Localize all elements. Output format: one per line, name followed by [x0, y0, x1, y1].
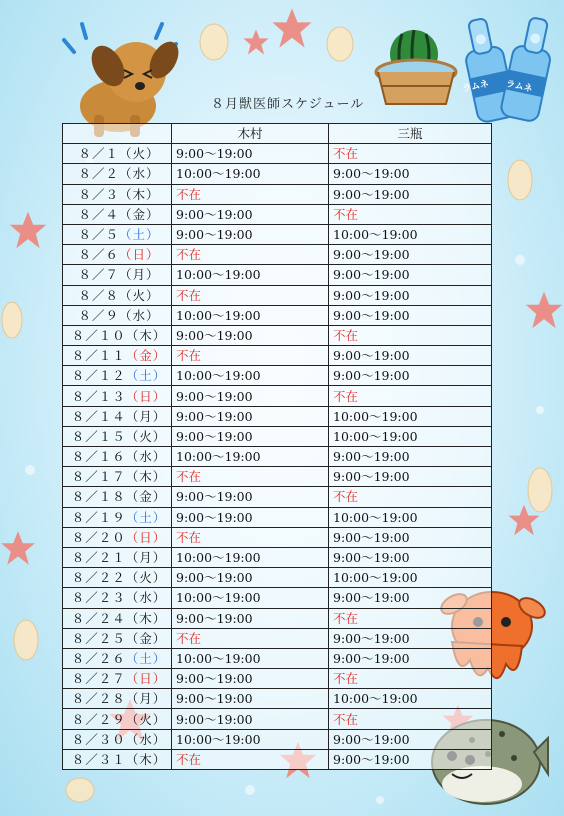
- table-row: [63, 426, 492, 446]
- table-row: [63, 406, 492, 426]
- day-of-week: （水）: [125, 449, 167, 465]
- table-row: [63, 547, 492, 567]
- sanpei-hours: 9:00～19:00: [329, 366, 492, 386]
- date-cell: [63, 729, 172, 749]
- day-of-week: （金）: [125, 489, 167, 505]
- kimura-hours: 10:00～19:00: [172, 729, 329, 749]
- table-row: [63, 366, 492, 386]
- date-text: ８／２７: [71, 671, 126, 687]
- kimura-hours: 10:00～19:00: [172, 648, 329, 668]
- day-of-week: （月）: [119, 267, 160, 283]
- date-cell: [63, 527, 172, 547]
- sanpei-hours: 9:00～19:00: [329, 467, 492, 487]
- date-cell: [63, 265, 172, 285]
- sanpei-hours: 不在: [329, 669, 492, 689]
- date-text: ８／６: [78, 247, 119, 263]
- date-text: ８／７: [78, 267, 119, 283]
- sanpei-hours: 9:00～19:00: [329, 305, 492, 325]
- sanpei-hours: 9:00～19:00: [329, 527, 492, 547]
- kimura-hours: 不在: [172, 628, 329, 648]
- day-of-week: （火）: [125, 428, 167, 444]
- seashell-icon: [528, 468, 552, 512]
- kimura-hours: 9:00～19:00: [172, 325, 329, 345]
- seashell-icon: [14, 620, 38, 660]
- sanpei-hours: 9:00～19:00: [329, 285, 492, 305]
- kimura-hours: 不在: [172, 527, 329, 547]
- day-of-week: （水）: [119, 307, 160, 323]
- sanpei-hours: 10:00～19:00: [329, 426, 492, 446]
- date-cell: [63, 547, 172, 567]
- table-row: [63, 144, 492, 164]
- kimura-hours: 9:00～19:00: [172, 669, 329, 689]
- kimura-hours: 9:00～19:00: [172, 426, 329, 446]
- date-cell: [63, 709, 172, 729]
- sanpei-hours: 9:00～19:00: [329, 184, 492, 204]
- day-of-week: （火）: [125, 570, 167, 586]
- sanpei-hours: 9:00～19:00: [329, 346, 492, 366]
- date-cell: [63, 245, 172, 265]
- date-cell: [63, 608, 172, 628]
- date-text: ８／３０: [71, 731, 126, 747]
- kimura-hours: 10:00～19:00: [172, 305, 329, 325]
- header-date: [63, 124, 172, 144]
- starfish-icon: [243, 29, 268, 54]
- day-of-week: （火）: [125, 711, 167, 727]
- table-row: [63, 447, 492, 467]
- day-of-week: （月）: [125, 550, 167, 566]
- seashell-icon: [200, 24, 228, 60]
- date-text: ８／２１: [71, 550, 126, 566]
- date-text: ８／１７: [71, 469, 126, 485]
- date-text: ８／９: [78, 307, 119, 323]
- header-sanpei: 三瓶: [329, 124, 492, 144]
- day-of-week: （土）: [125, 368, 167, 384]
- date-text: ８／２９: [71, 711, 126, 727]
- date-text: ８／１: [78, 146, 119, 162]
- kimura-hours: 不在: [172, 467, 329, 487]
- table-row: [63, 729, 492, 749]
- table-row: [63, 669, 492, 689]
- date-text: ８／１２: [71, 368, 126, 384]
- date-text: ８／１３: [71, 388, 126, 404]
- day-of-week: （水）: [125, 590, 167, 606]
- sanpei-hours: 9:00～19:00: [329, 265, 492, 285]
- ramune-label: ラムネ: [504, 79, 534, 95]
- date-cell: [63, 144, 172, 164]
- kimura-hours: 9:00～19:00: [172, 689, 329, 709]
- date-cell: [63, 669, 172, 689]
- kimura-hours: 9:00～19:00: [172, 608, 329, 628]
- date-cell: [63, 426, 172, 446]
- date-cell: [63, 447, 172, 467]
- sanpei-hours: 不在: [329, 487, 492, 507]
- sanpei-hours: 10:00～19:00: [329, 224, 492, 244]
- day-of-week: （火）: [119, 146, 160, 162]
- kimura-hours: 9:00～19:00: [172, 487, 329, 507]
- day-of-week: （月）: [125, 408, 167, 424]
- table-row: [63, 305, 492, 325]
- day-of-week: （金）: [125, 630, 167, 646]
- date-text: ８／２６: [71, 650, 126, 666]
- day-of-week: （金）: [119, 206, 160, 222]
- table-row: [63, 467, 492, 487]
- sanpei-hours: 9:00～19:00: [329, 628, 492, 648]
- day-of-week: （日）: [125, 671, 167, 687]
- sanpei-hours: 不在: [329, 608, 492, 628]
- kimura-hours: 10:00～19:00: [172, 547, 329, 567]
- date-cell: [63, 386, 172, 406]
- kimura-hours: 10:00～19:00: [172, 588, 329, 608]
- sanpei-hours: 9:00～19:00: [329, 245, 492, 265]
- date-cell: [63, 305, 172, 325]
- sanpei-hours: 不在: [329, 204, 492, 224]
- table-row: [63, 507, 492, 527]
- date-text: ８／１５: [71, 428, 126, 444]
- table-row: [63, 487, 492, 507]
- day-of-week: （日）: [125, 529, 167, 545]
- date-cell: [63, 467, 172, 487]
- table-row: [63, 164, 492, 184]
- date-text: ８／１４: [71, 408, 126, 424]
- table-header-row: [63, 124, 492, 144]
- sanpei-hours: 9:00～19:00: [329, 164, 492, 184]
- kimura-hours: 9:00～19:00: [172, 204, 329, 224]
- sanpei-hours: 不在: [329, 325, 492, 345]
- date-text: ８／８: [78, 287, 119, 303]
- date-cell: [63, 648, 172, 668]
- kimura-hours: 9:00～19:00: [172, 507, 329, 527]
- table-row: [63, 346, 492, 366]
- day-of-week: （木）: [125, 610, 167, 626]
- date-text: ８／１９: [71, 509, 126, 525]
- sanpei-hours: 9:00～19:00: [329, 729, 492, 749]
- date-cell: [63, 366, 172, 386]
- date-text: ８／５: [78, 227, 119, 243]
- schedule-table: [62, 123, 492, 770]
- table-row: [63, 568, 492, 588]
- kimura-hours: 9:00～19:00: [172, 144, 329, 164]
- date-cell: [63, 507, 172, 527]
- table-row: [63, 285, 492, 305]
- date-text: ８／３１: [71, 751, 126, 767]
- kimura-hours: 不在: [172, 346, 329, 366]
- dog-illustration-icon: [52, 10, 182, 140]
- date-text: ８／２: [78, 166, 119, 182]
- day-of-week: （日）: [119, 247, 160, 263]
- table-row: [63, 709, 492, 729]
- date-cell: [63, 628, 172, 648]
- day-of-week: （土）: [125, 509, 167, 525]
- kimura-hours: 10:00～19:00: [172, 366, 329, 386]
- table-row: [63, 527, 492, 547]
- kimura-hours: 9:00～19:00: [172, 568, 329, 588]
- date-cell: [63, 285, 172, 305]
- date-cell: [63, 346, 172, 366]
- table-row: [63, 588, 492, 608]
- sanpei-hours: 9:00～19:00: [329, 588, 492, 608]
- date-text: ８／２８: [71, 691, 126, 707]
- date-text: ８／１１: [71, 348, 126, 364]
- date-text: ８／２３: [71, 590, 126, 606]
- table-row: [63, 184, 492, 204]
- day-of-week: （木）: [125, 327, 167, 343]
- date-text: ８／１８: [71, 489, 126, 505]
- day-of-week: （金）: [125, 348, 167, 364]
- ramune-bottle-icon: [450, 8, 560, 128]
- kimura-hours: 不在: [172, 285, 329, 305]
- seashell-icon: [66, 778, 94, 802]
- sanpei-hours: 10:00～19:00: [329, 406, 492, 426]
- day-of-week: （水）: [119, 166, 160, 182]
- sanpei-hours: 不在: [329, 144, 492, 164]
- date-cell: [63, 164, 172, 184]
- page-title: ８月獣医師スケジュール: [211, 97, 365, 112]
- date-text: ８／３: [78, 186, 119, 202]
- kimura-hours: 9:00～19:00: [172, 386, 329, 406]
- seashell-icon: [327, 27, 353, 61]
- starfish-icon: [272, 8, 311, 47]
- kimura-hours: 9:00～19:00: [172, 224, 329, 244]
- date-cell: [63, 224, 172, 244]
- kimura-hours: 10:00～19:00: [172, 164, 329, 184]
- table-row: [63, 608, 492, 628]
- date-cell: [63, 184, 172, 204]
- sanpei-hours: 9:00～19:00: [329, 749, 492, 769]
- date-text: ８／１０: [71, 327, 126, 343]
- kimura-hours: 不在: [172, 245, 329, 265]
- starfish-icon: [1, 531, 35, 565]
- kimura-hours: 9:00～19:00: [172, 709, 329, 729]
- sanpei-hours: 不在: [329, 386, 492, 406]
- table-row: [63, 325, 492, 345]
- table-row: [63, 204, 492, 224]
- date-cell: [63, 325, 172, 345]
- date-text: ８／４: [78, 206, 119, 222]
- ramune-label: ラムネ: [461, 79, 490, 95]
- seashell-icon: [2, 302, 22, 338]
- day-of-week: （木）: [119, 186, 160, 202]
- sanpei-hours: 9:00～19:00: [329, 547, 492, 567]
- sanpei-hours: 10:00～19:00: [329, 689, 492, 709]
- kimura-hours: 10:00～19:00: [172, 447, 329, 467]
- watermelon-tub-icon: [372, 22, 462, 112]
- day-of-week: （木）: [125, 751, 167, 767]
- header-kimura: 木村: [172, 124, 329, 144]
- date-cell: [63, 749, 172, 769]
- sanpei-hours: 9:00～19:00: [329, 648, 492, 668]
- date-cell: [63, 406, 172, 426]
- table-row: [63, 628, 492, 648]
- date-text: ８／１６: [71, 449, 126, 465]
- table-row: [63, 224, 492, 244]
- date-text: ８／２４: [71, 610, 126, 626]
- date-text: ８／２５: [71, 630, 126, 646]
- day-of-week: （土）: [119, 227, 160, 243]
- starfish-icon: [526, 292, 562, 328]
- sanpei-hours: 10:00～19:00: [329, 568, 492, 588]
- day-of-week: （日）: [125, 388, 167, 404]
- date-cell: [63, 487, 172, 507]
- sanpei-hours: 9:00～19:00: [329, 447, 492, 467]
- day-of-week: （月）: [125, 691, 167, 707]
- kimura-hours: 不在: [172, 184, 329, 204]
- sanpei-hours: 不在: [329, 709, 492, 729]
- date-cell: [63, 568, 172, 588]
- starfish-icon: [10, 212, 46, 248]
- day-of-week: （木）: [125, 469, 167, 485]
- kimura-hours: 10:00～19:00: [172, 265, 329, 285]
- kimura-hours: 9:00～19:00: [172, 406, 329, 426]
- date-text: ８／２０: [71, 529, 126, 545]
- table-row: [63, 245, 492, 265]
- table-row: [63, 386, 492, 406]
- day-of-week: （火）: [119, 287, 160, 303]
- date-cell: [63, 204, 172, 224]
- table-row: [63, 648, 492, 668]
- table-row: [63, 265, 492, 285]
- date-cell: [63, 588, 172, 608]
- date-cell: [63, 689, 172, 709]
- day-of-week: （水）: [125, 731, 167, 747]
- date-text: ８／２２: [71, 570, 126, 586]
- day-of-week: （土）: [125, 650, 167, 666]
- table-row: [63, 749, 492, 769]
- table-row: [63, 689, 492, 709]
- seashell-icon: [508, 160, 532, 200]
- kimura-hours: 不在: [172, 749, 329, 769]
- sanpei-hours: 10:00～19:00: [329, 507, 492, 527]
